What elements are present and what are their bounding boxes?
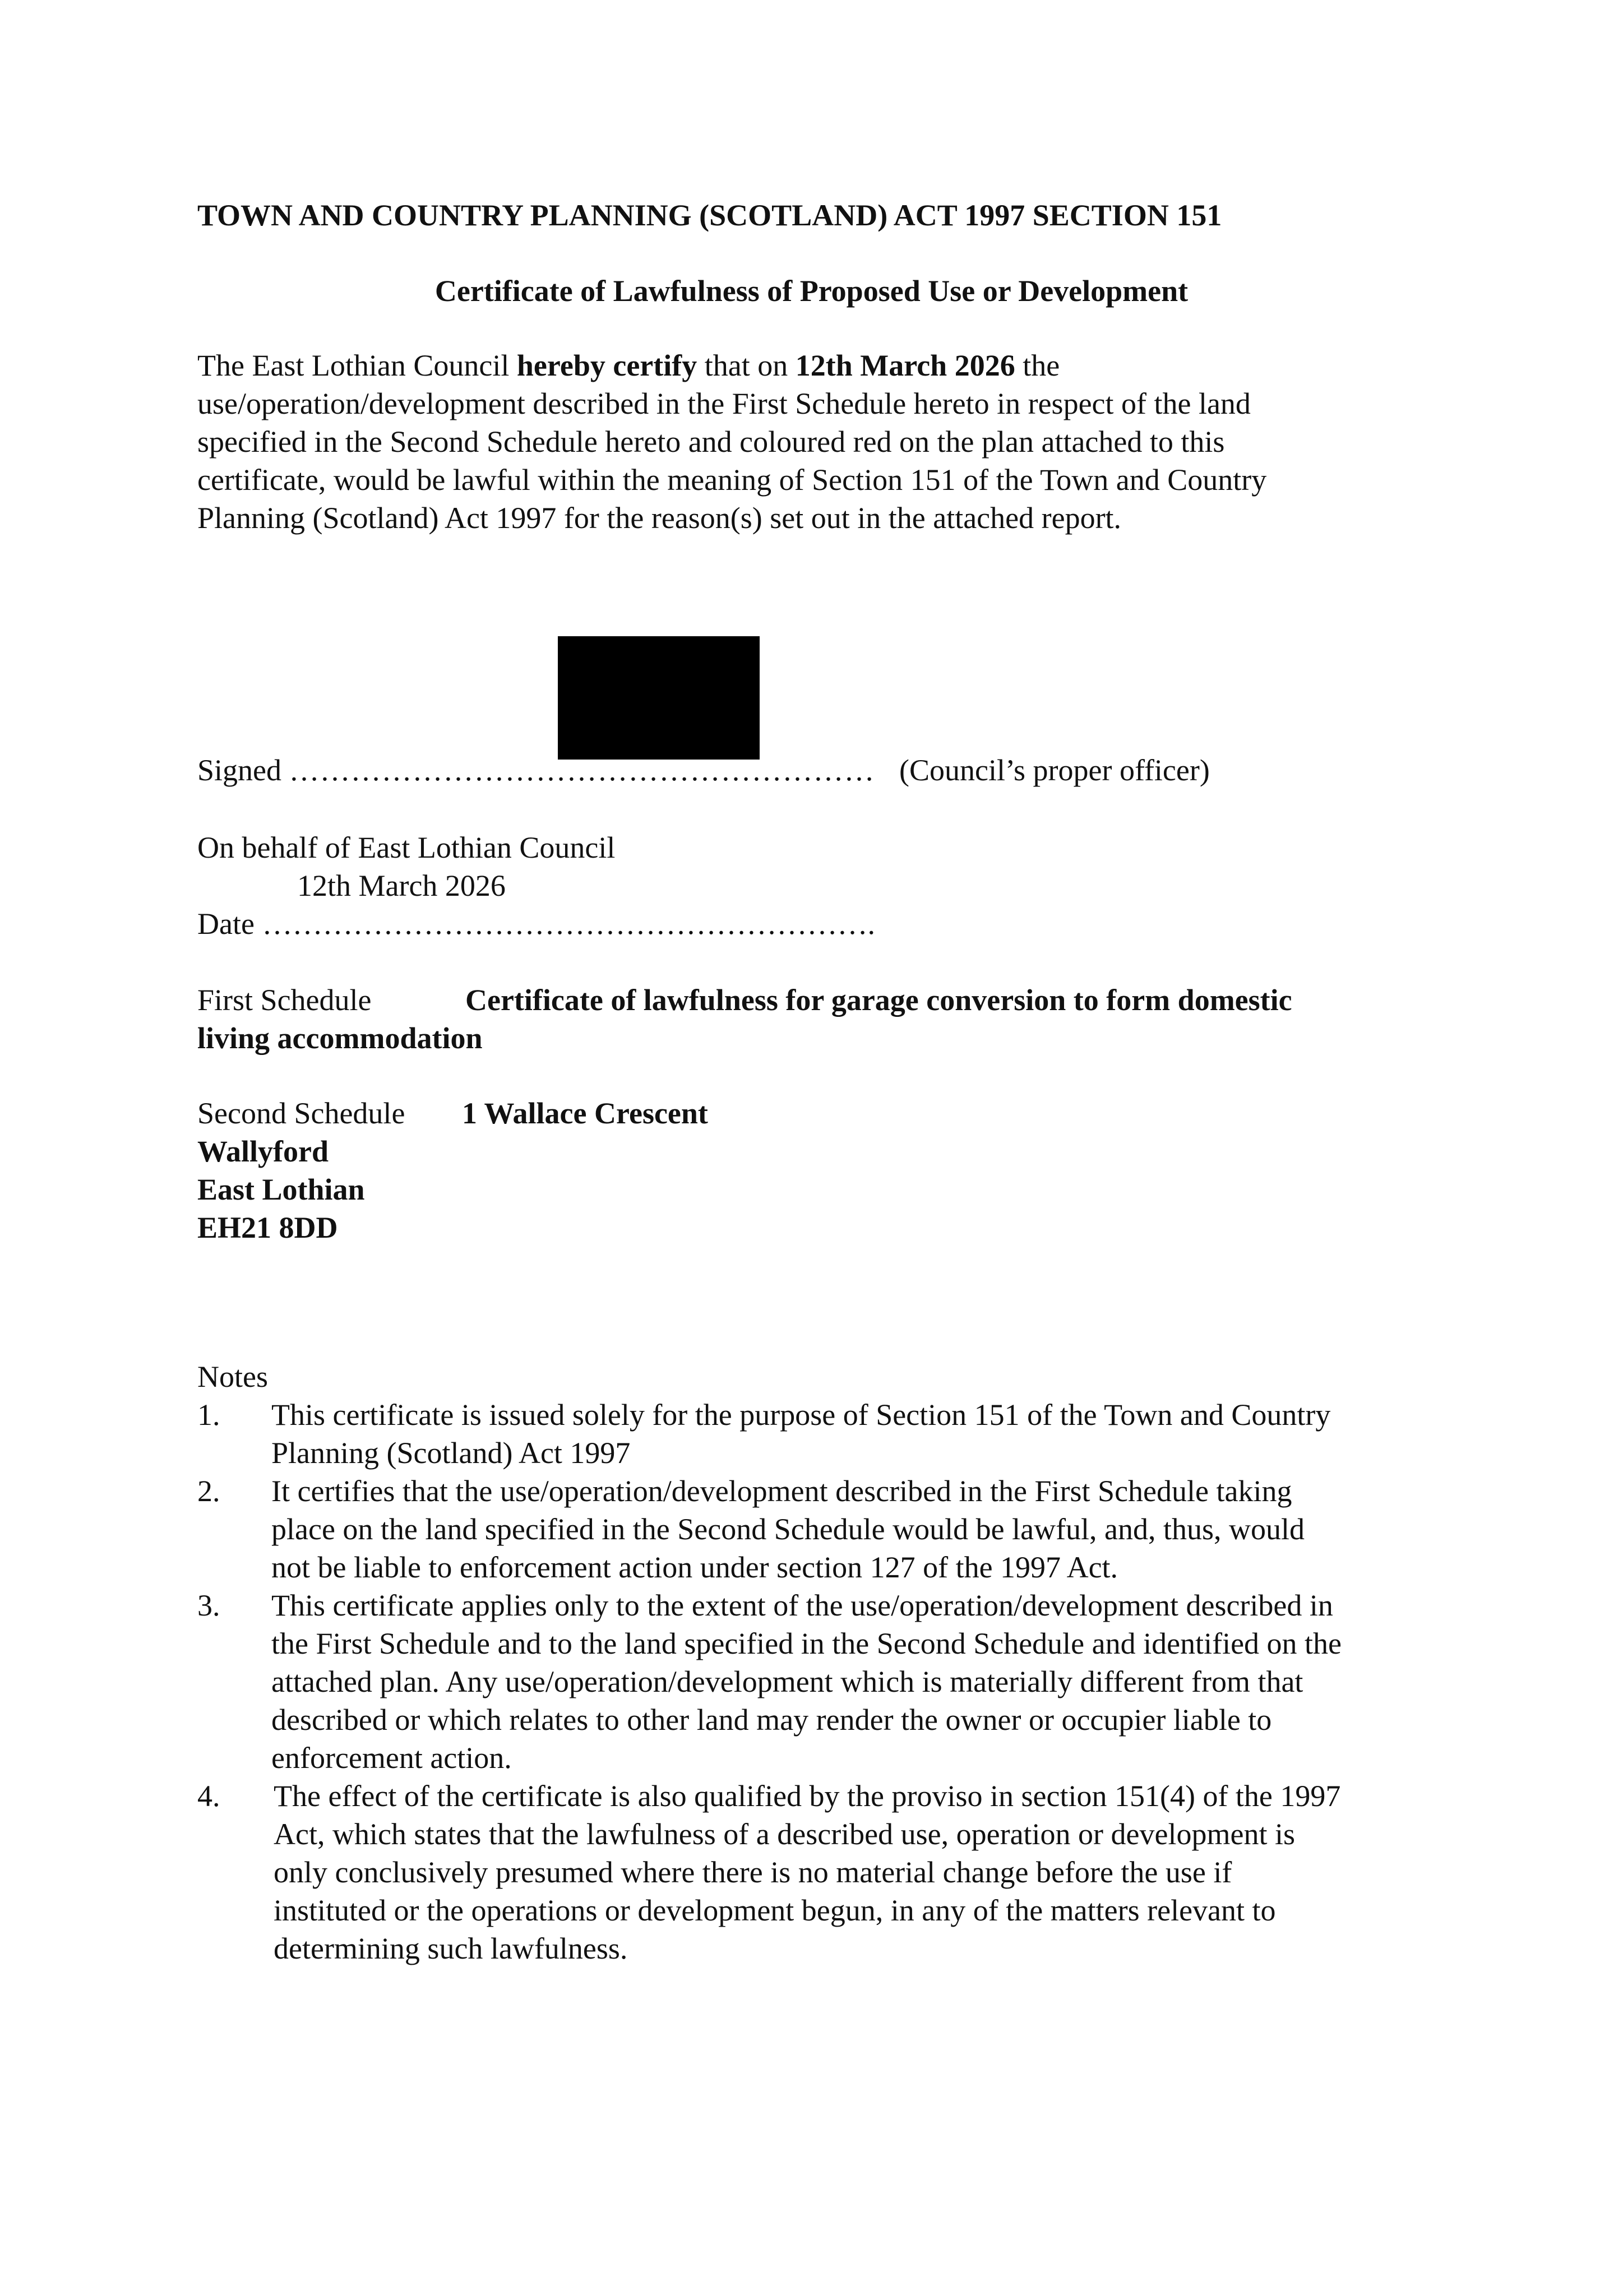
signed-row xyxy=(197,751,1210,789)
certify-date: 12th March 2026 xyxy=(795,349,1015,382)
certify-line-5: Planning (Scotland) Act 1997 for the reason(s) set out in the attached report. xyxy=(197,501,1122,535)
address-line-3: East Lothian xyxy=(197,1173,365,1206)
note-line: This certificate is issued solely for the purpose of Section 151 of the Town and Country xyxy=(271,1398,1331,1432)
date-dotted-line: ……………………………………………………. xyxy=(262,907,875,941)
certify-line-3: specified in the Second Schedule hereto and coloured red on the plan attached to this xyxy=(197,425,1225,459)
signature-dotted-line: ………………………………………………… xyxy=(289,753,875,787)
note-number: 2. xyxy=(197,1474,220,1508)
note-line: The effect of the certificate is also qualified by the proviso in section 151(4) of the 1997 xyxy=(274,1779,1341,1813)
date-label: Date xyxy=(197,907,255,941)
note-line: This certificate applies only to the extent of the use/operation/development described in xyxy=(271,1589,1333,1622)
certify-line-1 xyxy=(197,346,1391,385)
note-body xyxy=(271,1396,1460,1472)
note-line: the First Schedule and to the land specified in the Second Schedule and identified on the xyxy=(271,1627,1342,1660)
note-number: 1. xyxy=(197,1398,220,1432)
document-heading: TOWN AND COUNTRY PLANNING (SCOTLAND) ACT 1997 SECTION 151 xyxy=(197,198,1222,232)
redacted-signature-block xyxy=(558,636,760,760)
address-line-2: Wallyford xyxy=(197,1135,329,1168)
note-body xyxy=(271,1586,1460,1777)
date-row xyxy=(197,905,875,943)
note-line: determining such lawfulness. xyxy=(274,1932,628,1965)
note-line: only conclusively presumed where there is no material change before the use if xyxy=(274,1855,1232,1889)
second-schedule-label: Second Schedule xyxy=(197,1096,405,1130)
note-body xyxy=(271,1472,1460,1586)
second-schedule xyxy=(197,1094,708,1247)
first-schedule-text-1: Certificate of lawfulness for garage conversion to form domestic xyxy=(465,983,1292,1017)
second-schedule-line-1 xyxy=(197,1094,708,1132)
certify-that-on: that on xyxy=(704,349,788,382)
on-behalf-of: On behalf of East Lothian Council xyxy=(197,831,616,864)
first-schedule-label: First Schedule xyxy=(197,983,372,1017)
note-number: 4. xyxy=(197,1779,220,1813)
signature-date-value: 12th March 2026 xyxy=(297,869,506,902)
note-line: described or which relates to other land may render the owner or occupier liable to xyxy=(271,1703,1272,1737)
note-line: enforcement action. xyxy=(271,1741,512,1775)
certify-intro: The East Lothian Council xyxy=(197,349,510,382)
note-line: It certifies that the use/operation/development described in the First Schedule taking xyxy=(271,1474,1292,1508)
certify-line-2: use/operation/development described in the First Schedule hereto in respect of the land xyxy=(197,387,1251,420)
note-body xyxy=(274,1777,1462,1968)
note-line: attached plan. Any use/operation/development which is materially different from that xyxy=(271,1665,1303,1698)
certify-line-4: certificate, would be lawful within the meaning of Section 151 of the Town and Country xyxy=(197,463,1267,497)
notes-title: Notes xyxy=(197,1360,268,1394)
note-line: not be liable to enforcement action under section 127 of the 1997 Act. xyxy=(271,1550,1118,1584)
certify-hereby: hereby certify xyxy=(516,349,697,382)
address-line-1: 1 Wallace Crescent xyxy=(462,1096,708,1130)
address-line-4: EH21 8DD xyxy=(197,1211,338,1244)
note-line: Act, which states that the lawfulness of a described use, operation or development is xyxy=(274,1817,1295,1851)
signed-label: Signed xyxy=(197,753,282,787)
document-subheading: Certificate of Lawfulness of Proposed Use or Development xyxy=(434,274,1189,308)
first-schedule xyxy=(197,981,1292,1057)
note-line: instituted or the operations or development begun, in any of the matters relevant to xyxy=(274,1894,1276,1927)
note-number: 3. xyxy=(197,1589,220,1622)
first-schedule-text-2: living accommodation xyxy=(197,1021,483,1055)
first-schedule-line-1 xyxy=(197,981,1292,1019)
note-line: Planning (Scotland) Act 1997 xyxy=(271,1436,631,1470)
note-line: place on the land specified in the Second Schedule would be lawful, and, thus, would xyxy=(271,1512,1305,1546)
officer-label: (Council’s proper officer) xyxy=(899,753,1210,787)
certify-the: the xyxy=(1023,349,1060,382)
certification-paragraph xyxy=(197,346,1391,537)
